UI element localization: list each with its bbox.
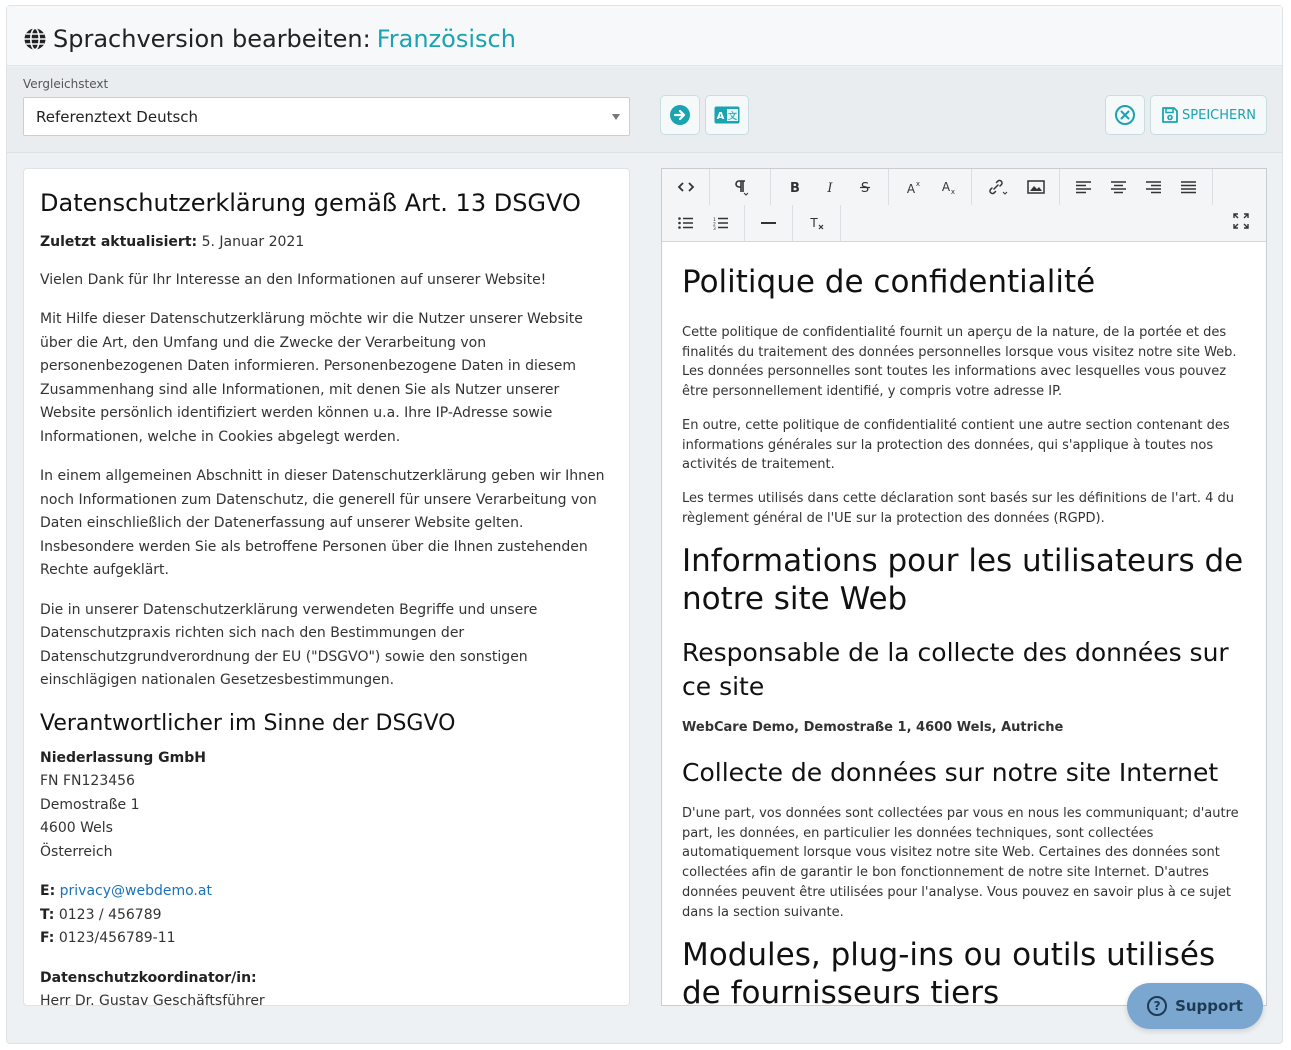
controller-contact: [40, 880, 613, 951]
toolbar-group-hr: [745, 205, 793, 241]
toolbar-group-paragraph: [710, 169, 771, 205]
align-justify-icon: [1181, 181, 1196, 193]
updated-label: Zuletzt aktualisiert:: [40, 234, 198, 250]
reference-title: Datenschutzerklärung gemäß Art. 13 DSGVO: [40, 189, 581, 217]
svg-text:A: A: [906, 182, 915, 196]
strikethrough-icon: [859, 180, 871, 194]
fullscreen-icon: [1234, 214, 1248, 228]
company-city: 4600 Wels: [40, 820, 113, 836]
email-link[interactable]: privacy@webdemo.at: [59, 883, 212, 899]
svg-text:x: x: [950, 188, 955, 196]
svg-text:S: S: [860, 181, 869, 196]
next-button[interactable]: [660, 95, 700, 135]
editor-heading-3: Responsable de la collecte des données sur ce site: [682, 638, 1229, 702]
translate-icon: [714, 106, 740, 124]
company-street: Demostraße 1: [40, 796, 140, 813]
superscript-icon: [905, 180, 921, 194]
image-button[interactable]: [1018, 173, 1053, 201]
code-icon: [678, 181, 694, 193]
close-circle-icon: [1114, 104, 1136, 126]
compare-label: Vergleichstext: [23, 77, 109, 91]
coordinator-block: [40, 967, 613, 1014]
editor-toolbar-row-2: [662, 205, 841, 241]
clear-formatting-button[interactable]: [799, 209, 834, 237]
cancel-button[interactable]: [1105, 95, 1145, 135]
align-center-button[interactable]: [1101, 173, 1136, 201]
link-icon: [988, 179, 1008, 195]
save-button[interactable]: [1150, 95, 1267, 135]
editor-paragraph: D'une part, vos données sont collectées par vous en nous les communiquant; d'autre part, les données, en particulier les données techniques, sont collectées automatiquement lorsque vous visitez notre site Web. Certaines des données sont collectées afin de garantir le bon fonctionnement de notre site Internet. D'autres données peuvent être utilisées pour l'analyse. Vous pouvez en savoir plus à ce sujet dans la section suivante.: [682, 806, 1239, 920]
bullet-list-button[interactable]: [668, 209, 703, 237]
header: [7, 6, 1282, 66]
editor-address-text: WebCare Demo, Demostraße 1, 4600 Wels, Autriche: [682, 720, 1064, 736]
compare-select[interactable]: [23, 97, 630, 136]
svg-text:2: 2: [713, 222, 716, 228]
caret-down-icon: [612, 114, 620, 120]
editor-content[interactable]: [662, 243, 1266, 1012]
paragraph-format-button[interactable]: [716, 173, 764, 201]
toolbar-group-script: [889, 169, 972, 205]
horizontal-rule-button[interactable]: [751, 209, 786, 237]
image-icon: [1027, 180, 1045, 194]
align-center-icon: [1111, 181, 1126, 193]
fax-label: F:: [40, 930, 55, 946]
reference-updated: [40, 231, 613, 255]
company-name: Niederlassung GmbH: [40, 749, 206, 766]
svg-text:I: I: [826, 181, 833, 196]
toolbar-group-align: [1060, 169, 1213, 205]
editor-heading-2: Informations pour les utilisateurs de notre site Web: [682, 543, 1244, 618]
bold-icon: [789, 180, 801, 194]
arrow-right-circle-icon: [669, 104, 691, 126]
editor-paragraph: Cette politique de confidentialité fournit un aperçu de la nature, de la portée et des finalités du traitement des données personnelles lorsque vous visitez notre site Web. Les données personnelles sont toutes les informations avec lesquelles vous pouvez être personnellement identifié, y compris votre adresse IP.: [682, 325, 1237, 400]
support-button[interactable]: [1127, 983, 1263, 1029]
save-icon: [1161, 106, 1179, 124]
compare-select-value: Referenztext Deutsch: [36, 108, 199, 126]
reference-paragraph: In einem allgemeinen Abschnitt in dieser Datenschutzerklärung geben wir Ihnen noch Informationen zum Datenschutz, die generell für unsere Verarbeitung von Daten einschließlich der Datenerfassung auf unserer Website gelten. Insbesondere werden Sie als betroffene Personen über die Ihnen zustehenden Rechte aufgeklärt.: [40, 468, 605, 578]
editor-toolbar: [662, 169, 1266, 242]
reference-paragraph: Die in unserer Datenschutzerklärung verwendeten Begriffe und unsere Datenschutzpraxis richten sich nach den Bestimmungen der Datenschutzgrundverordnung der EU ("DSGVO") sowie den sonstigen einschlägigen nationalen Gesetzesbestimmungen.: [40, 601, 538, 688]
horizontal-rule-icon: [761, 221, 776, 225]
align-left-button[interactable]: [1066, 173, 1101, 201]
toolbar-group-clear: [793, 205, 841, 241]
toolbar-group-text-style: [771, 169, 889, 205]
updated-value: 5. Januar 2021: [201, 234, 305, 250]
phone-label: T:: [40, 906, 55, 923]
dialog-frame: [6, 5, 1283, 1044]
svg-text:B: B: [789, 181, 800, 196]
editor-paragraph: Les termes utilisés dans cette déclaration sont basés sur les définitions de l'art. 4 du règlement général de l'UE sur la protection des données (RGPD).: [682, 490, 1235, 526]
bold-button[interactable]: [777, 173, 812, 201]
email-label: E:: [40, 883, 56, 899]
paragraph-icon: [731, 179, 749, 195]
editor-heading-1: Politique de confidentialité: [682, 264, 1096, 300]
editor-toolbar-row-1: [662, 169, 1213, 205]
subscript-icon: [940, 180, 956, 194]
superscript-button[interactable]: [895, 173, 930, 201]
title-text: Sprachversion bearbeiten:: [53, 25, 371, 53]
compare-toolbar: [7, 67, 1282, 153]
clear-formatting-icon: [809, 216, 825, 230]
svg-text:T: T: [809, 216, 818, 230]
link-button[interactable]: [978, 173, 1018, 201]
toolbar-group-lists: [662, 205, 745, 241]
globe-icon: [23, 27, 47, 51]
phone-value: 0123 / 456789: [58, 906, 162, 923]
align-right-button[interactable]: [1136, 173, 1171, 201]
title-language: Französisch: [376, 25, 516, 53]
italic-icon: [824, 180, 836, 194]
svg-text:x: x: [915, 180, 920, 188]
code-view-button[interactable]: [668, 173, 703, 201]
toolbar-group-insert: [972, 169, 1060, 205]
align-right-icon: [1146, 181, 1161, 193]
editor-heading-2: Modules, plug-ins ou outils utilisés de fournisseurs tiers: [682, 937, 1216, 1012]
svg-text:文: 文: [727, 112, 738, 122]
bullet-list-icon: [678, 217, 693, 229]
align-justify-button[interactable]: [1171, 173, 1206, 201]
italic-button[interactable]: [812, 173, 847, 201]
company-country: Österreich: [40, 843, 113, 860]
page-title: [23, 25, 516, 53]
editor-address: [682, 718, 1246, 738]
svg-text:A: A: [716, 111, 725, 122]
save-label: SPEICHERN: [1182, 107, 1256, 123]
help-icon: ?: [1147, 996, 1167, 1016]
strikethrough-button[interactable]: [847, 173, 882, 201]
reference-paragraph: Vielen Dank für Ihr Interesse an den Informationen auf unserer Website!: [40, 271, 547, 288]
numbered-list-icon: [713, 217, 728, 232]
support-label: Support: [1175, 997, 1243, 1015]
editor-heading-3: Collecte de données sur notre site Internet: [682, 758, 1219, 788]
coordinator-label: Datenschutzkoordinator/in:: [40, 969, 257, 986]
subscript-button[interactable]: [930, 173, 965, 201]
coordinator-name: Herr Dr. Gustav Geschäftsführer: [40, 993, 265, 1009]
fullscreen-button[interactable]: [1234, 213, 1254, 233]
translate-button[interactable]: [705, 95, 749, 135]
company-fn: FN FN123456: [40, 773, 135, 789]
numbered-list-button[interactable]: [703, 209, 738, 237]
svg-text:1: 1: [713, 218, 716, 223]
controller-heading: Verantwortlicher im Sinne der DSGVO: [40, 710, 456, 736]
reference-paragraph: Mit Hilfe dieser Datenschutzerklärung möchte wir die Nutzer unserer Website über die Art, den Umfang und die Zwecke der Verarbeitung von personenbezogenen Daten informieren. Personenbezogene Daten in diesem Zusammenhang sind alle Informationen, mit denen Sie als Nutzer unserer Website persönlich identifiziert werden können u.a. Ihre IP-Adresse sowie Informationen, welche in Cookies abgelegt werden.: [40, 311, 583, 445]
toolbar-group-code: [662, 169, 710, 205]
svg-text:A: A: [941, 180, 950, 194]
translation-editor: [661, 168, 1267, 1012]
controller-address: [40, 747, 613, 865]
fax-value: 0123/456789-11: [58, 930, 176, 946]
reference-text-pane: [23, 168, 630, 1009]
svg-text:3: 3: [713, 227, 716, 232]
align-left-icon: [1076, 181, 1091, 193]
editor-paragraph: En outre, cette politique de confidentialité contient une autre section contenant des informations générales sur la protection des données, qui s'applique à toutes nos activités de traitement.: [682, 417, 1230, 473]
